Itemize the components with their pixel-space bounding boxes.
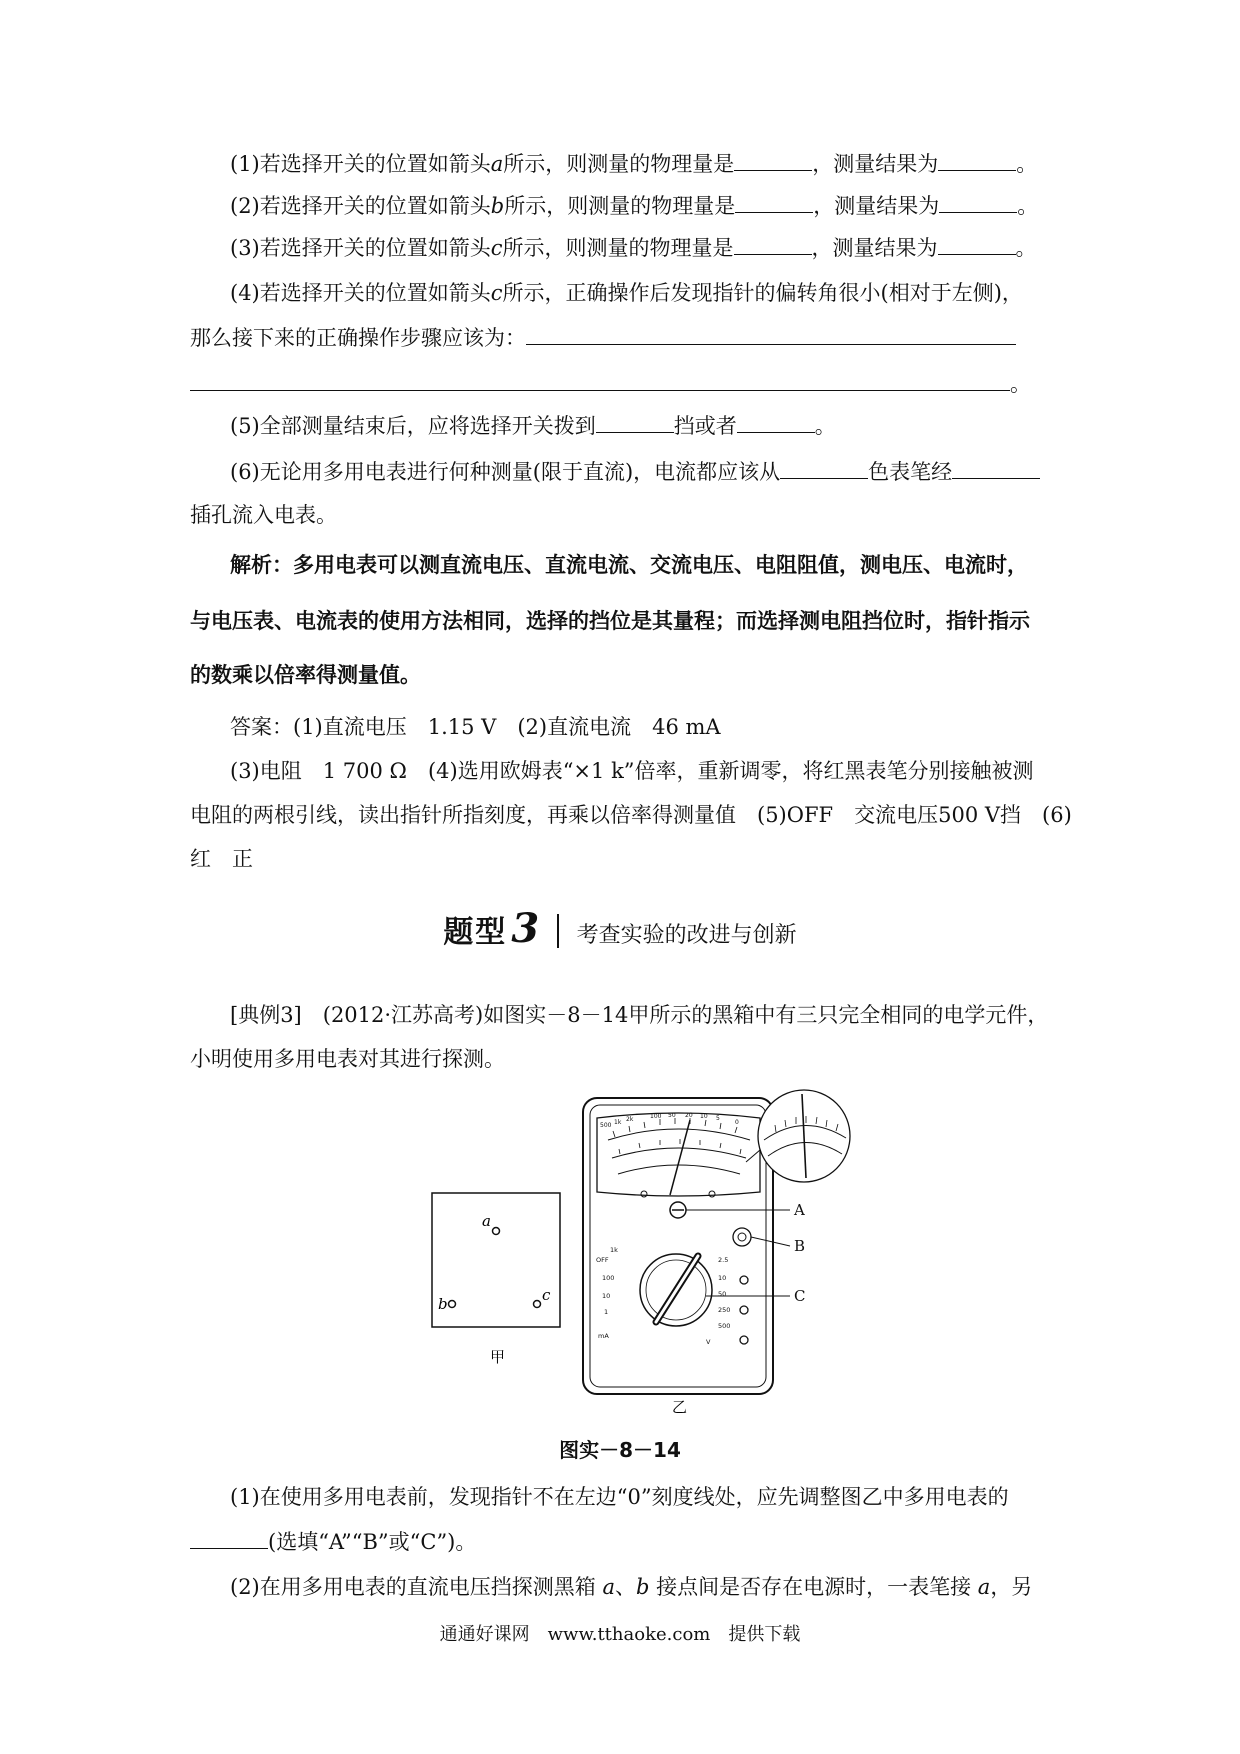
section-tag: 题型 [443,915,508,950]
q4-rest: 所示，正确操作后发现指针的偏转角很小(相对于左侧)， [502,281,1023,305]
dial-label-2k: 2k [626,1116,634,1123]
callout-A: A [794,1201,805,1219]
label-b: b [438,1295,448,1313]
q2-var: b [490,194,505,218]
switch-label-v: V [706,1338,711,1346]
dial-label-20: 20 [685,1112,693,1119]
example-line-2: 小明使用多用电表对其进行探测。 [190,1047,505,1071]
jack-2[interactable] [740,1306,748,1314]
switch-label-1k: 1k [610,1246,618,1254]
answer-line-2: (3)电阻 1 700 Ω (4)选用欧姆表“×1 k”倍率，重新调零，将红黑表笔分别接触被测 [230,759,1034,783]
label-a: a [482,1212,491,1230]
q1-mid2: ，测量结果为 [812,152,939,176]
q1-mid: 所示，则测量的物理量是 [503,152,735,176]
dial-magnifier [746,1090,850,1182]
answer-line-4: 红 正 [190,847,253,871]
q3-var: c [490,236,503,260]
selector-switch[interactable] [640,1254,712,1326]
answer-line-1: 答案：(1)直流电压 1.15 V (2)直流电流 46 mA [230,715,721,739]
p2-text-b: 接点间是否存在电源时，一表笔接 [656,1575,972,1599]
multimeter [583,1098,773,1394]
switch-label-2.5: 2.5 [718,1256,729,1264]
q2-mid2: ，测量结果为 [813,194,940,218]
p2-var-a2: a [977,1575,991,1599]
callout-C: C [794,1287,806,1305]
meter-dial [597,1112,760,1196]
ohm-zero-knob[interactable] [733,1228,751,1246]
q4-line2-text: 那么接下来的正确操作步骤应该为： [190,326,526,350]
p2-text-c: ，另 [990,1575,1033,1599]
analysis-line-3: 的数乘以倍率得测量值。 [190,663,421,687]
q2-end: 。 [1017,194,1039,218]
dial-label-100: 100 [650,1113,662,1120]
p1-blank[interactable] [190,1526,268,1549]
dial-label-50: 50 [668,1112,676,1119]
answer-line-3: 电阻的两根引线，读出指针所指刻度，再乘以倍率得测量值 (5)OFF 交流电压500 V挡 (6) [190,803,1072,827]
p2-var-b: b [635,1575,650,1599]
dial-label-500: 500 [600,1122,612,1129]
analysis-line-1: 解析：多用电表可以测直流电压、直流电流、交流电压、电阻阻值，测电压、电流时， [230,553,1028,577]
black-box [432,1193,560,1327]
meter-needle [670,1120,690,1195]
q6-prefix: (6)无论用多用电表进行何种测量(限于直流)，电流都应该从 [230,460,781,484]
switch-label-off: OFF [596,1256,609,1264]
switch-label-100: 100 [602,1274,615,1282]
q4-end: 。 [1010,372,1031,396]
q2-mid: 所示，则测量的物理量是 [504,194,736,218]
jack-3[interactable] [740,1336,748,1344]
q3-prefix: (3)若选择开关的位置如箭头 [230,236,491,260]
section-title: 考查实验的改进与创新 [576,923,797,948]
page-footer: 通通好课网 www.tthaoke.com 提供下载 [439,1624,801,1645]
switch-label-250: 250 [718,1306,731,1314]
p1-line2-text: (选填“A”“B”或“C”)。 [268,1530,477,1554]
dial-label-0: 0 [735,1119,739,1126]
dial-label-10: 10 [700,1113,708,1120]
q2-prefix: (2)若选择开关的位置如箭头 [230,194,491,218]
q1-var: a [490,152,504,176]
post-question-2-line1 [230,1572,1100,1602]
post-question-1-line2 [190,1526,1060,1557]
terminal-c [534,1301,541,1308]
q1-end: 。 [1016,152,1038,176]
q6-line2-text: 插孔流入电表。 [190,503,337,527]
switch-label-500: 500 [718,1322,731,1330]
label-jia: 甲 [490,1348,506,1366]
terminal-b [449,1301,456,1308]
switch-label-ma: mA [598,1332,609,1340]
q5-prefix: (5)全部测量结束后，应将选择开关拨到 [230,414,596,438]
q4-prefix: (4)若选择开关的位置如箭头 [230,281,491,305]
q4-var: c [490,281,503,305]
q5-mid: 挡或者 [673,414,737,438]
jack-1[interactable] [740,1276,748,1284]
label-yi: 乙 [672,1398,688,1416]
q5-end: 。 [814,414,836,438]
switch-label-v10: 10 [718,1274,727,1282]
terminal-a [493,1228,500,1235]
q6-mid: 色表笔经 [868,460,953,484]
p2-var-a: a [602,1575,615,1599]
q3-end: 。 [1015,236,1037,260]
example-line-1: [典例3] (2012·江苏高考)如图实－8－14甲所示的黑箱中有三只完全相同的电学元件， [230,1003,1049,1027]
section-number: 3 [511,905,540,952]
q3-mid: 所示，则测量的物理量是 [502,236,734,260]
figure-caption: 图实－8－14 [559,1438,681,1462]
analysis-line-2: 与电压表、电流表的使用方法相同，选择的挡位是其量程；而选择测电阻挡位时，指针指示 [190,609,1030,633]
dial-label-5: 5 [716,1115,720,1122]
post-question-1-line1: (1)在使用多用电表前，发现指针不在左边“0”刻度线处，应先调整图乙中多用电表的 [230,1485,1009,1509]
callout-B: B [794,1237,806,1255]
p2-sep: 、 [614,1575,636,1599]
switch-label-10: 10 [602,1292,611,1300]
switch-label-1: 1 [604,1308,609,1316]
switch-label-v50: 50 [718,1290,727,1298]
dial-label-1k: 1k [614,1119,622,1126]
label-c: c [542,1286,551,1304]
p2-text-a: (2)在用多用电表的直流电压挡探测黑箱 [230,1575,596,1599]
q3-mid2: ，测量结果为 [811,236,938,260]
q1-prefix: (1)若选择开关的位置如箭头 [230,152,491,176]
